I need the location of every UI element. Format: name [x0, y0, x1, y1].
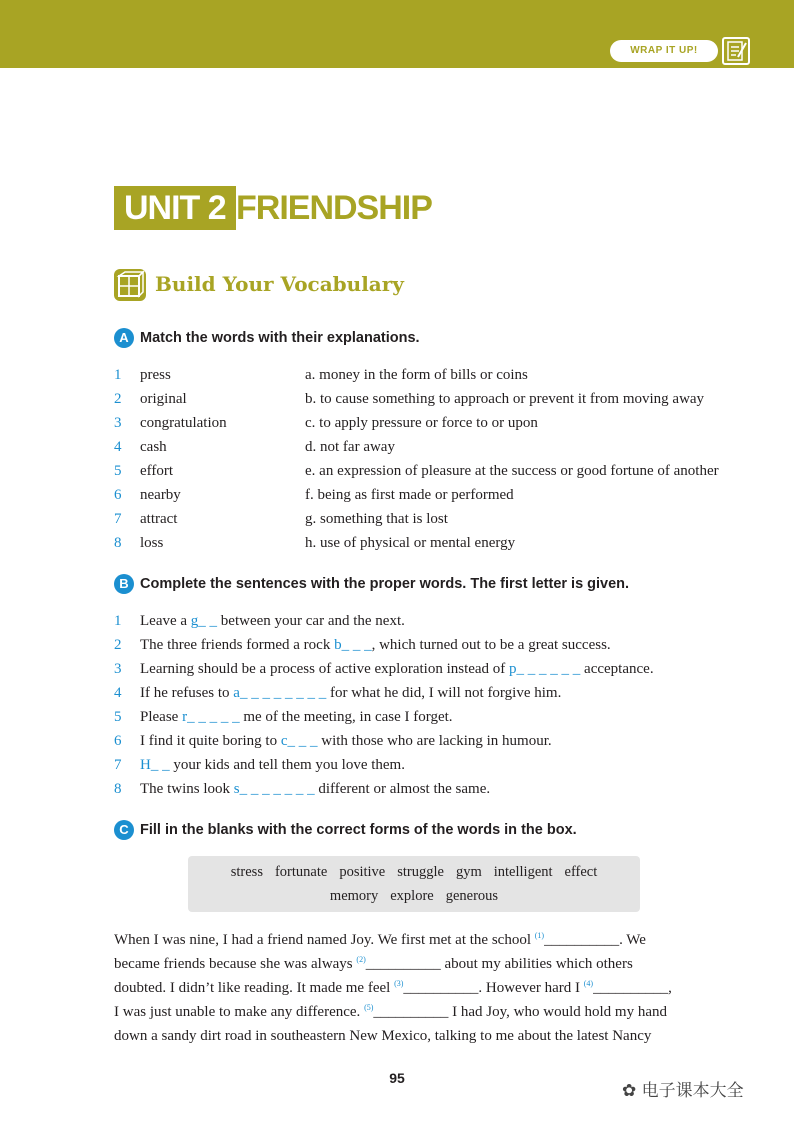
abc-blocks-icon [113, 268, 147, 302]
passage-line [114, 976, 719, 1000]
box-word: stress [230, 864, 263, 880]
explanation: c. to apply pressure or force to or upon [305, 415, 538, 431]
explanation: d. not far away [305, 439, 395, 455]
box-word: intelligent [493, 864, 553, 880]
vocab-word: loss [140, 535, 164, 551]
box-word: memory [329, 888, 379, 904]
watermark-text: 电子课本大全 [641, 1081, 744, 1101]
passage-text: When I was nine, I had a friend named Joy. We first met at the school [114, 932, 531, 948]
sentence-pre: Leave a [140, 613, 191, 629]
sentence-pre: The three friends formed a rock [140, 637, 335, 653]
sentence [140, 610, 405, 632]
section-a-instruction: Match the words with their explanations. [140, 330, 420, 346]
vocab-word: cash [140, 439, 167, 455]
item-number: 5 [114, 709, 122, 725]
unit-title: FRIENDSHIP [236, 189, 432, 227]
letter-hint: r_ _ _ _ _ [182, 709, 240, 725]
passage-line [114, 1024, 719, 1048]
unit-number: UNIT 2 [114, 186, 236, 230]
blank-marker: (2) [356, 955, 366, 964]
section-b-instruction: Complete the sentences with the proper words. The first letter is given. [140, 576, 630, 592]
word-box-line-2 [188, 884, 640, 908]
sentence-pre: Learning should be a process of active exploration instead of [140, 661, 510, 677]
letter-hint: b_ _ _ [334, 637, 372, 653]
page-number: 95 [389, 1070, 405, 1086]
item-number: 2 [114, 637, 122, 653]
passage [114, 928, 719, 1048]
sentence [140, 634, 611, 656]
sentence-post: between your car and the next. [217, 613, 405, 629]
box-word: fortunate [274, 864, 328, 880]
watermark [622, 1076, 744, 1101]
letter-hint: s_ _ _ _ _ _ _ [233, 781, 315, 797]
letter-hint: a_ _ _ _ _ _ _ _ [233, 685, 327, 701]
explanation: a. money in the form of bills or coins [305, 367, 528, 383]
vocab-word: original [140, 391, 187, 407]
passage-text: __________. However hard I [403, 980, 581, 996]
passage-text: doubted. I didn’t like reading. It made me feel [114, 980, 391, 996]
passage-text: became friends because she was always [114, 956, 353, 972]
passage-text: __________ I had Joy, who would hold my hand [373, 1004, 667, 1020]
item-number: 6 [114, 733, 122, 749]
passage-line [114, 928, 719, 952]
sentence-post: for what he did, I will not forgive him. [326, 685, 562, 701]
letter-hint: g_ _ [190, 613, 218, 629]
sentence-post: me of the meeting, in case I forget. [239, 709, 453, 725]
explanation: e. an expression of pleasure at the success or good fortune of another [305, 463, 719, 479]
section-a-badge: A [114, 328, 134, 348]
sentence-pre: The twins look [140, 781, 234, 797]
sentence-post: your kids and tell them you love them. [169, 757, 405, 773]
item-number: 8 [114, 535, 122, 551]
item-number: 8 [114, 781, 122, 797]
sentence [140, 658, 654, 680]
section-a-heading [114, 328, 420, 348]
letter-hint: c_ _ _ [280, 733, 318, 749]
box-word: struggle [397, 864, 444, 880]
section-c-badge: C [114, 820, 134, 840]
wrap-it-up-tag: WRAP IT UP! [610, 40, 718, 62]
box-word: explore [390, 888, 434, 904]
explanation: g. something that is lost [305, 511, 448, 527]
vocab-word: attract [140, 511, 178, 527]
sentence-post: with those who are lacking in humour. [317, 733, 552, 749]
letter-hint: p_ _ _ _ _ _ [509, 661, 581, 677]
blank-marker: (4) [583, 979, 594, 988]
vocab-word: congratulation [140, 415, 227, 431]
sentence-post: different or almost the same. [314, 781, 491, 797]
sentence [140, 754, 405, 776]
vocab-word: press [140, 367, 171, 383]
blank-marker: (1) [534, 931, 545, 940]
item-number: 4 [114, 439, 122, 455]
blank-marker: (5) [364, 1003, 374, 1012]
wechat-icon: ✿ [622, 1081, 642, 1101]
item-number: 4 [114, 685, 122, 701]
sentence-pre: I find it quite boring to [140, 733, 281, 749]
sentence-post: acceptance. [580, 661, 654, 677]
sentence [140, 682, 561, 704]
explanation: b. to cause something to approach or prevent it from moving away [305, 391, 705, 407]
section-c-heading [114, 820, 577, 840]
passage-line [114, 1000, 719, 1024]
item-number: 7 [114, 511, 122, 527]
explanation: f. being as first made or performed [305, 487, 514, 503]
box-word: gym [455, 864, 482, 880]
item-number: 2 [114, 391, 122, 407]
passage-text: __________. We [544, 932, 646, 948]
item-number: 3 [114, 661, 122, 677]
vocab-word: nearby [140, 487, 181, 503]
word-box-line-1 [188, 860, 640, 884]
box-word: generous [445, 888, 499, 904]
sentence-post: , which turned out to be a great success. [371, 637, 611, 653]
notebook-pen-icon [722, 37, 750, 65]
item-number: 5 [114, 463, 122, 479]
section-c-instruction: Fill in the blanks with the correct forms of the words in the box. [140, 822, 577, 838]
vocab-word: effort [140, 463, 174, 479]
sentence-pre: If he refuses to [140, 685, 234, 701]
explanation: h. use of physical or mental energy [305, 535, 516, 551]
word-box [188, 856, 640, 912]
item-number: 6 [114, 487, 122, 503]
item-number: 1 [114, 613, 122, 629]
sentence [140, 778, 490, 800]
section-b-badge: B [114, 574, 134, 594]
item-number: 7 [114, 757, 122, 773]
sentence [140, 706, 453, 728]
passage-text: I was just unable to make any difference. [114, 1004, 361, 1020]
box-word: effect [564, 864, 598, 880]
letter-hint: H_ _ [140, 757, 170, 773]
blank-marker: (3) [394, 979, 404, 988]
passage-line [114, 952, 719, 976]
passage-text: __________ about my abilities which others [365, 956, 633, 972]
item-number: 3 [114, 415, 122, 431]
box-word: positive [339, 864, 386, 880]
sentence [140, 730, 552, 752]
section-b-heading [114, 574, 629, 594]
sentence-pre: Please [140, 709, 183, 725]
section-title: Build Your Vocabulary [155, 272, 404, 296]
passage-text: __________, [593, 980, 672, 996]
item-number: 1 [114, 367, 122, 383]
passage-text: down a sandy dirt road in southeastern New Mexico, talking to me about the latest Nancy [114, 1028, 652, 1044]
